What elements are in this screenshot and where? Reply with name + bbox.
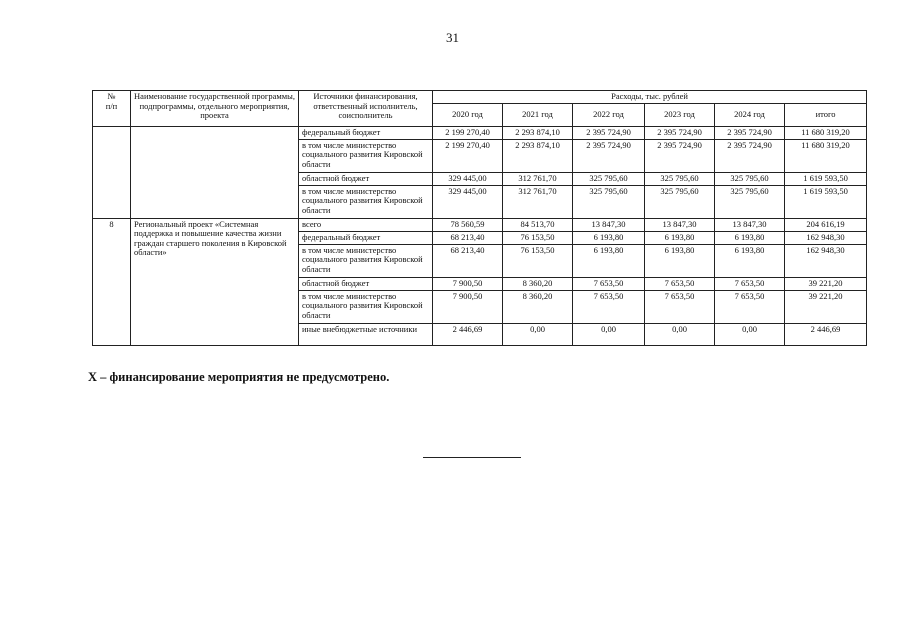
value-cell: 325 795,60	[573, 185, 645, 218]
value-cell: 6 193,80	[573, 244, 645, 277]
source-cell: в том числе министерство социального развития Кировской области	[299, 244, 433, 277]
value-cell: 7 653,50	[645, 277, 715, 290]
header-year: 2023 год	[645, 103, 715, 126]
value-cell: 0,00	[715, 323, 785, 345]
page-number: 31	[446, 30, 459, 45]
total-cell: 39 221,20	[785, 277, 867, 290]
value-cell: 7 900,50	[433, 290, 503, 323]
header-year: 2021 год	[503, 103, 573, 126]
value-cell: 0,00	[573, 323, 645, 345]
total-cell: 162 948,30	[785, 231, 867, 244]
value-cell: 2 395 724,90	[715, 139, 785, 172]
row-number	[93, 126, 131, 218]
value-cell: 6 193,80	[645, 244, 715, 277]
header-total: итого	[785, 103, 867, 126]
total-cell: 204 616,19	[785, 218, 867, 231]
source-cell: всего	[299, 218, 433, 231]
value-cell: 325 795,60	[645, 185, 715, 218]
header-year: 2022 год	[573, 103, 645, 126]
value-cell: 78 560,59	[433, 218, 503, 231]
table-row	[93, 218, 867, 231]
total-cell: 11 680 319,20	[785, 139, 867, 172]
source-cell: федеральный бюджет	[299, 231, 433, 244]
header-expenses: Расходы, тыс. рублей	[433, 91, 867, 104]
value-cell: 2 199 270,40	[433, 139, 503, 172]
row-name: Региональный проект «Системная поддержка и повышение качества жизни граждан старшего поколения в Кировской области»	[131, 218, 299, 345]
value-cell: 84 513,70	[503, 218, 573, 231]
value-cell: 329 445,00	[433, 185, 503, 218]
value-cell: 2 293 874,10	[503, 139, 573, 172]
value-cell: 2 199 270,40	[433, 126, 503, 139]
value-cell: 76 153,50	[503, 244, 573, 277]
value-cell: 325 795,60	[645, 172, 715, 185]
value-cell: 2 395 724,90	[715, 126, 785, 139]
source-cell: областной бюджет	[299, 277, 433, 290]
value-cell: 6 193,80	[715, 231, 785, 244]
source-cell: иные внебюджетные источники	[299, 323, 433, 345]
value-cell: 7 900,50	[433, 277, 503, 290]
source-cell: в том числе министерство социального развития Кировской области	[299, 139, 433, 172]
source-cell: в том числе министерство социального развития Кировской области	[299, 185, 433, 218]
value-cell: 0,00	[645, 323, 715, 345]
value-cell: 329 445,00	[433, 172, 503, 185]
value-cell: 76 153,50	[503, 231, 573, 244]
source-cell: в том числе министерство социального развития Кировской области	[299, 290, 433, 323]
total-cell: 1 619 593,50	[785, 172, 867, 185]
value-cell: 7 653,50	[573, 290, 645, 323]
total-cell: 1 619 593,50	[785, 185, 867, 218]
value-cell: 2 395 724,90	[645, 126, 715, 139]
total-cell: 39 221,20	[785, 290, 867, 323]
table-row	[93, 126, 867, 139]
value-cell: 8 360,20	[503, 290, 573, 323]
value-cell: 7 653,50	[573, 277, 645, 290]
source-cell: областной бюджет	[299, 172, 433, 185]
header-year: 2020 год	[433, 103, 503, 126]
separator-line	[423, 457, 521, 458]
value-cell: 2 395 724,90	[573, 139, 645, 172]
value-cell: 2 293 874,10	[503, 126, 573, 139]
total-cell: 2 446,69	[785, 323, 867, 345]
value-cell: 8 360,20	[503, 277, 573, 290]
row-name	[131, 126, 299, 218]
total-cell: 11 680 319,20	[785, 126, 867, 139]
header-name: Наименование государственной программы, подпрограммы, отдельного мероприятия, проекта	[131, 91, 299, 127]
header-row	[93, 91, 867, 104]
value-cell: 325 795,60	[573, 172, 645, 185]
total-cell: 162 948,30	[785, 244, 867, 277]
row-number: 8	[93, 218, 131, 345]
value-cell: 7 653,50	[715, 290, 785, 323]
header-source: Источники финансирования, ответственный исполнитель, соисполнитель	[299, 91, 433, 127]
value-cell: 2 395 724,90	[573, 126, 645, 139]
value-cell: 13 847,30	[573, 218, 645, 231]
value-cell: 2 395 724,90	[645, 139, 715, 172]
value-cell: 325 795,60	[715, 185, 785, 218]
value-cell: 7 653,50	[715, 277, 785, 290]
value-cell: 312 761,70	[503, 185, 573, 218]
value-cell: 7 653,50	[645, 290, 715, 323]
value-cell: 2 446,69	[433, 323, 503, 345]
value-cell: 13 847,30	[715, 218, 785, 231]
header-year: 2024 год	[715, 103, 785, 126]
budget-table	[92, 90, 867, 346]
header-number: № п/п	[93, 91, 131, 127]
value-cell: 0,00	[503, 323, 573, 345]
footnote: X – финансирование мероприятия не предусмотрено.	[88, 370, 390, 384]
source-cell: федеральный бюджет	[299, 126, 433, 139]
value-cell: 68 213,40	[433, 244, 503, 277]
value-cell: 68 213,40	[433, 231, 503, 244]
value-cell: 325 795,60	[715, 172, 785, 185]
value-cell: 6 193,80	[645, 231, 715, 244]
value-cell: 312 761,70	[503, 172, 573, 185]
value-cell: 6 193,80	[715, 244, 785, 277]
value-cell: 13 847,30	[645, 218, 715, 231]
value-cell: 6 193,80	[573, 231, 645, 244]
